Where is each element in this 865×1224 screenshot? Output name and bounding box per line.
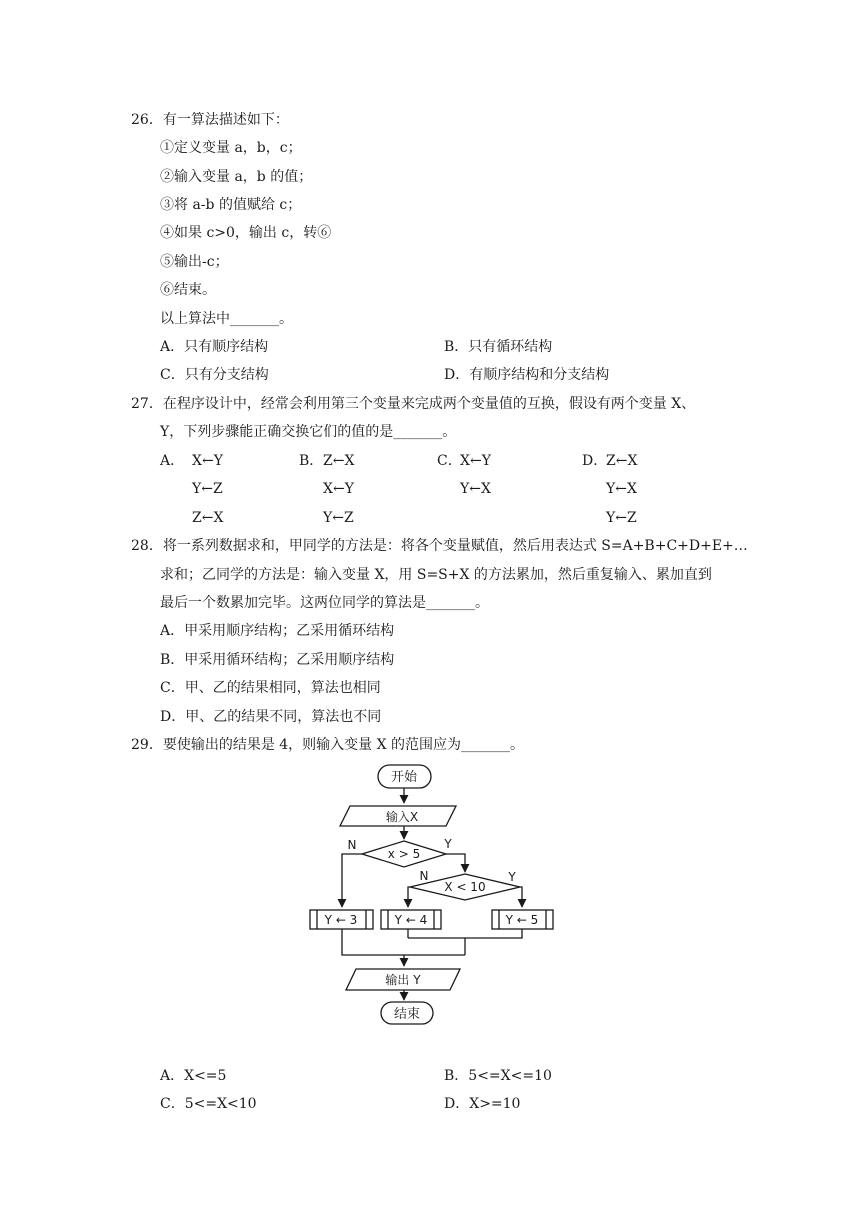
q29-option-a: A．X<=5: [160, 1068, 227, 1084]
flow-cond2-label: X < 10: [444, 880, 486, 894]
q27-option-a-line3: Z←X: [192, 510, 224, 526]
q26-tail: 以上算法中_______。: [160, 311, 293, 327]
q27-option-a-line1: X←Y: [192, 453, 223, 469]
flow-assign5-label: Y ← 5: [505, 913, 539, 927]
q29-option-b: B．5<=X<=10: [444, 1068, 552, 1084]
flow-assign3-label: Y ← 3: [324, 913, 358, 927]
q27-option-b-line1: Z←X: [323, 453, 355, 469]
q27-stem-line2: Y，下列步骤能正确交换它们的值的是_______。: [160, 424, 457, 440]
q27-option-c-label: C．: [437, 453, 462, 469]
q27-option-c-line1: X←Y: [460, 453, 491, 469]
q27-option-d-label: D．: [582, 453, 608, 469]
q26-option-b: B．只有循环结构: [444, 339, 553, 355]
q27-option-d-line3: Y←Z: [606, 510, 637, 526]
q27-option-b-line2: X←Y: [323, 481, 354, 497]
flow-input-label: 输入X: [385, 810, 419, 824]
flow-cond1-label: x > 5: [387, 847, 421, 861]
q28-option-a: A．甲采用顺序结构；乙采用循环结构: [160, 623, 395, 639]
q26-step-5: ⑤输出-c；: [160, 254, 229, 270]
q28-stem-line2: 求和；乙同学的方法是：输入变量 X，用 S=S+X 的方法累加，然后重复输入、累加直到: [160, 567, 712, 583]
flow-cond2-n: N: [419, 869, 429, 883]
q29-option-d: D．X>=10: [444, 1096, 521, 1112]
q29-option-c: C．5<=X<10: [160, 1096, 257, 1112]
q26-option-c: C．只有分支结构: [160, 367, 269, 383]
q26-step-6: ⑥结束。: [160, 282, 216, 298]
q28-option-c: C．甲、乙的结果相同，算法也相同: [160, 680, 381, 696]
q26-step-4: ④如果 c>0，输出 c，转⑥: [160, 225, 332, 241]
flow-start-label: 开始: [390, 770, 418, 785]
q27-stem-line1: 27．在程序设计中，经常会利用第三个变量来完成两个变量值的互换，假设有两个变量 X、: [131, 396, 696, 412]
flow-end-label: 结束: [393, 1007, 421, 1022]
q26-stem: 26．有一算法描述如下：: [131, 112, 289, 128]
q27-option-a-label: A．: [160, 453, 185, 469]
q28-option-b: B．甲采用循环结构；乙采用顺序结构: [160, 652, 395, 668]
q27-option-d-line2: Y←X: [606, 481, 637, 497]
q28-stem-line3: 最后一个数累加完毕。这两位同学的算法是_______。: [160, 595, 489, 611]
q26-step-1: ①定义变量 a，b，c；: [160, 140, 302, 156]
flow-output-label: 输出 Y: [385, 973, 421, 987]
q28-stem-line1: 28．将一系列数据求和，甲同学的方法是：将各个变量赋值，然后用表达式 S=A+B+C+D+E+…: [131, 538, 748, 554]
q28-option-d: D．甲、乙的结果不同，算法也不同: [160, 709, 382, 725]
q26-step-3: ③将 a-b 的值赋给 c；: [160, 197, 302, 213]
q27-option-d-line1: Z←X: [606, 453, 638, 469]
q27-option-a-line2: Y←Z: [192, 481, 223, 497]
q27-option-b-label: B．: [299, 453, 324, 469]
q26-option-a: A．只有顺序结构: [160, 339, 269, 355]
q29-stem: 29．要使输出的结果是 4，则输入变量 X 的范围应为_______。: [131, 737, 525, 753]
flow-assign4-label: Y ← 4: [394, 913, 428, 927]
flow-cond1-n: N: [347, 838, 357, 852]
flow-cond1-y: Y: [444, 837, 452, 851]
flow-cond2-y: Y: [508, 870, 516, 884]
q26-step-2: ②输入变量 a，b 的值；: [160, 169, 313, 185]
q26-option-d: D．有顺序结构和分支结构: [444, 367, 610, 383]
q27-option-c-line2: Y←X: [460, 481, 491, 497]
q27-option-b-line3: Y←Z: [323, 510, 354, 526]
